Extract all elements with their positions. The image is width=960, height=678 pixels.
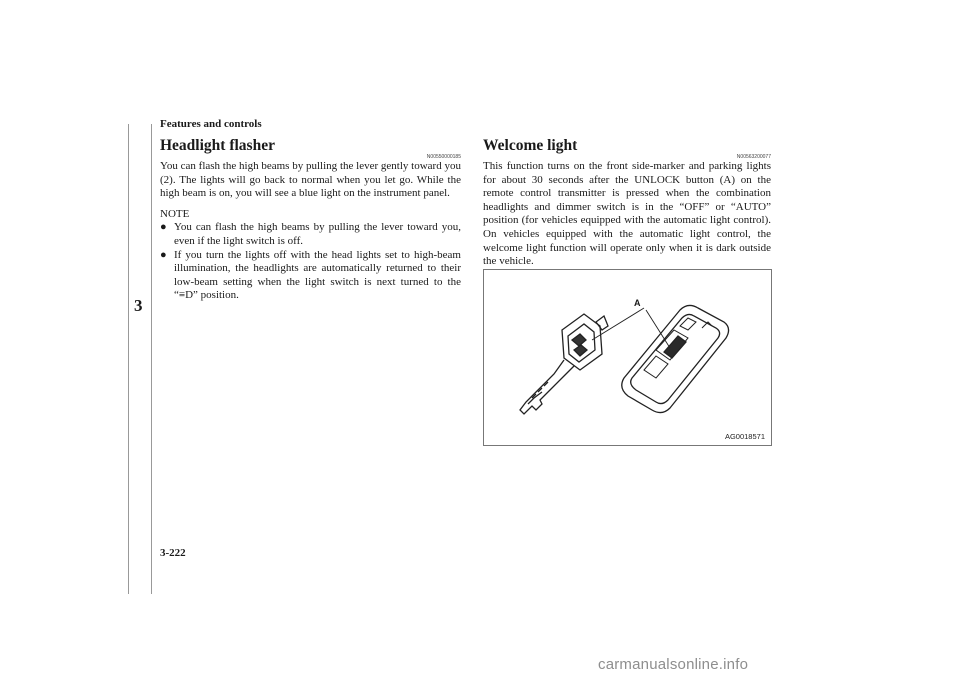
chapter-tab [128,124,152,594]
note-label: NOTE [160,207,190,220]
section-code: N00563200077 [736,154,771,160]
section-title: Headlight flasher [160,137,275,154]
watermark-link[interactable]: carmanualsonline.info [598,656,749,673]
section-paragraph: You can flash the high beams by pulling the lever gently toward you (2). The lights will go back to normal when you let go. While the high beam is on, you will see a blue light on the instrument panel. [160,160,461,200]
remote-key-figure [483,269,772,446]
section-paragraph: This function turns on the front side-marker and parking lights for about 30 seconds after the UNLOCK button (A) on the remote control transmitter is pressed when the combination headlights and dimmer switch is in the “OFF” or “AUTO” position (for vehicles equipped with the automatic light control). On vehicles equipped with the automatic light control, the welcome light function will operate only when it is dark outside the vehicle. [483,160,771,268]
running-header: Features and controls [160,118,262,130]
remote-transmitter-icon [622,305,729,412]
welcome-light-section [483,137,771,269]
bullet-icon: ● [160,248,167,261]
note-bullet: ● If you turn the lights off with the head lights set to high-beam illumination, the headlights are automatically returned to their low-beam setting when the light switch is next turned to the “≡D” position. [160,248,461,302]
headlight-flasher-section [160,137,461,303]
remote-keys-illustration [484,270,771,445]
chapter-number: 3 [134,296,143,315]
figure-code: AG0018571 [724,432,765,441]
note-bullet: ● You can flash the high beams by pulling the lever toward you, even if the light switch is off. [160,221,461,247]
bullet-icon: ● [160,221,167,234]
key-fob-icon [520,314,608,414]
section-code: N00550000185 [426,154,461,160]
section-title: Welcome light [483,137,578,154]
callout-label-a: A [634,298,641,308]
page-number: 3-222 [160,547,186,559]
